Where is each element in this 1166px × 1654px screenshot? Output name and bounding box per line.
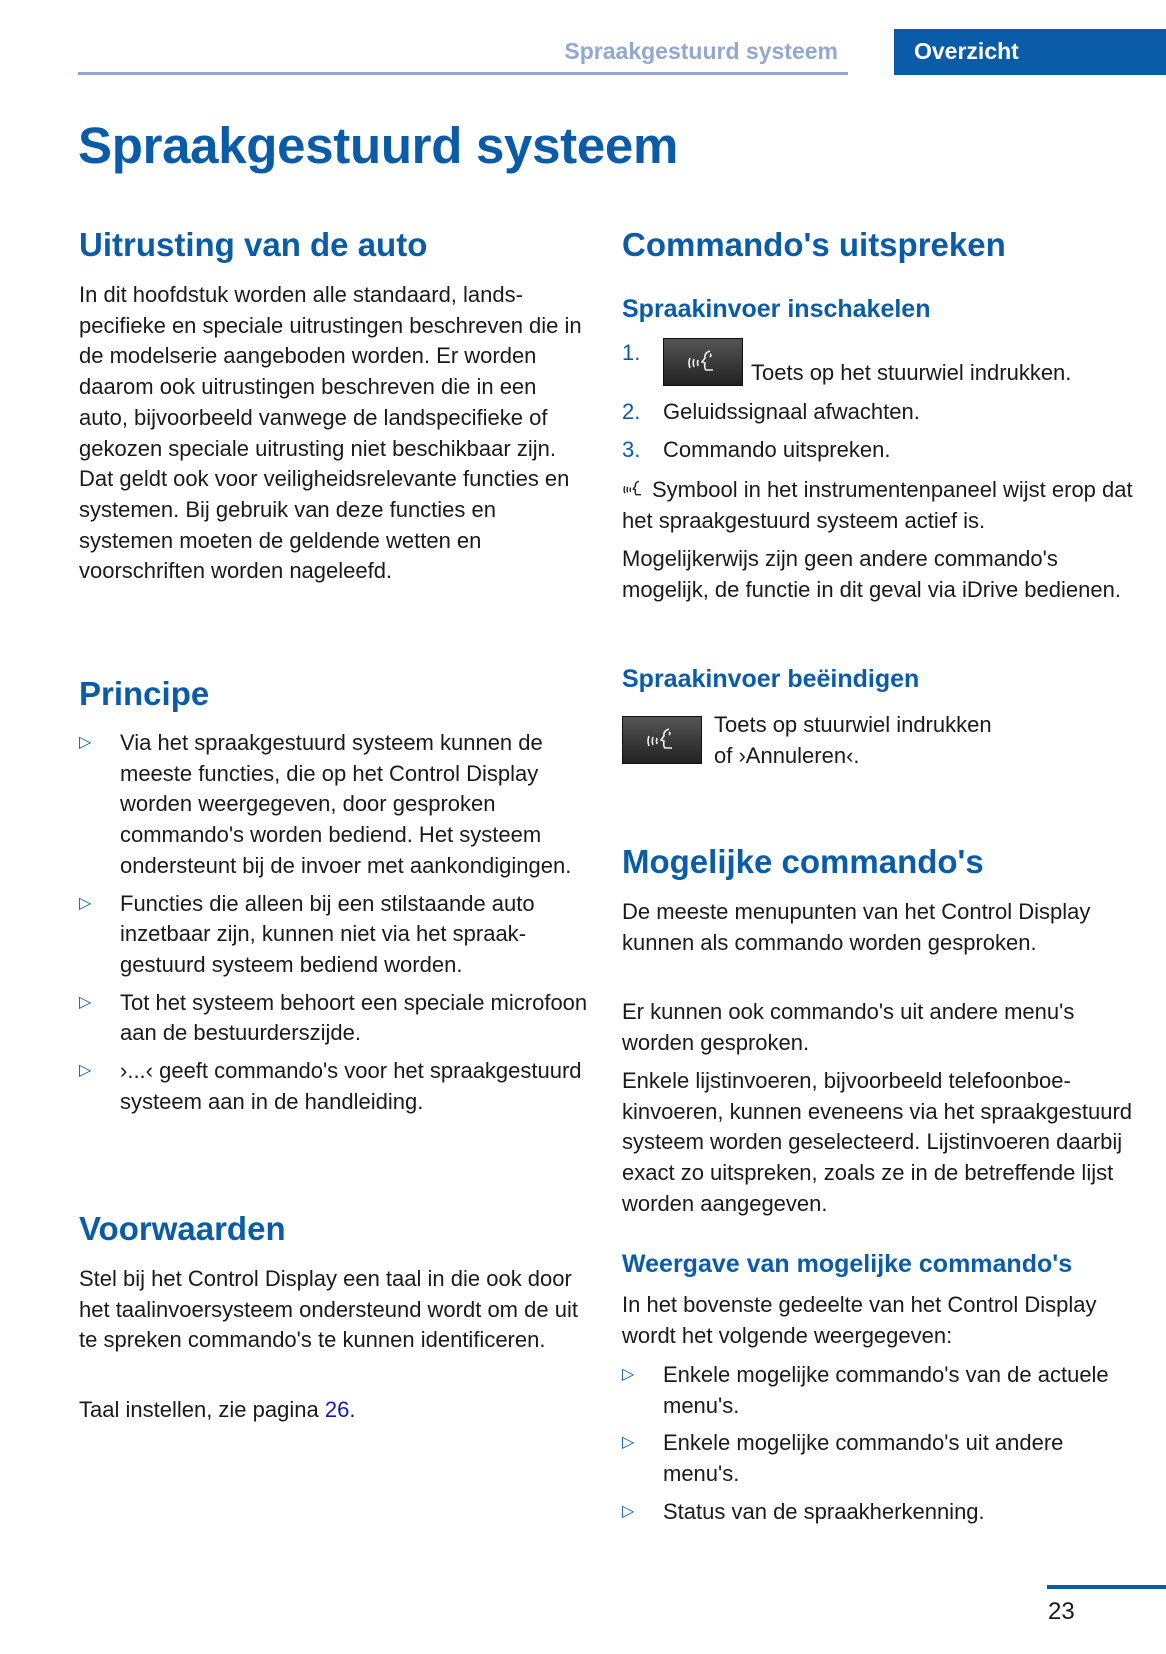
- triangle-bullet-icon: ▷: [79, 894, 92, 912]
- voice-symbol-icon: [622, 478, 646, 500]
- list-item: ▷ Tot het systeem behoort een speciale microfoon aan de bestuurderszijde.: [79, 989, 588, 1046]
- header-tab-overzicht: [894, 29, 1166, 75]
- heading-uitrusting: Uitrusting van de auto: [79, 226, 428, 263]
- voice-button-icon: [622, 716, 702, 764]
- list-item: ▷ Via het spraakgestuurd systeem kunnen de meeste functies, die op het Control Display worden weergegeven, door gesproken commando's worden bediend. Het systeem ondersteunt bij de invoer met aankondigingen.: [79, 730, 572, 878]
- step-item: 1. Toets op het stuurwiel indrukken.: [622, 340, 1072, 385]
- list-item: ▷ Status van de spraakherkenning.: [622, 1497, 1142, 1528]
- list-item: ▷ Enkele mogelijke commando's van de actuele menu's.: [622, 1362, 1109, 1418]
- step-item: 3. Commando uitspreken.: [622, 437, 891, 463]
- mogelijke-p2: Er kunnen ook commando's uit andere menu's worden gesproken.: [622, 999, 1075, 1055]
- list-item: ▷ ›...‹ geeft commando's voor het spraakgestuurd systeem aan in de handleiding.: [79, 1058, 582, 1114]
- triangle-bullet-icon: ▷: [622, 1366, 635, 1383]
- voice-button-icon: [663, 338, 743, 386]
- header-tab-label: Overzicht: [914, 38, 1019, 64]
- voorwaarden-text: Stel bij het Control Display een taal in die ook door het taalinvoersysteem ondersteund wordt om de uit te spreken commando's te kunnen identificeren.: [79, 1266, 578, 1353]
- mogelijke-p3: Enkele lijstinvoeren, bijvoorbeeld telefoonboekinvoeren, kunnen eveneens via het spraakgestuurd systeem worden geselecteerd. Lijstinvoeren daarbij exact zo uitspreken, zoals ze in de betreffende lijst worden aangegeven.: [622, 1068, 1133, 1216]
- page-number: 23: [1048, 1598, 1075, 1625]
- heading-mogelijke-commandos: Mogelijke commando's: [622, 843, 984, 880]
- steps-list: [622, 338, 1142, 474]
- step-item: 2. Geluidssignaal afwachten.: [622, 398, 920, 424]
- heading-weergave: Weergave van mogelijke commando's: [622, 1250, 1073, 1278]
- list-item: ▷ Functies die alleen bij een stilstaande auto inzetbaar zijn, kunnen niet via het spraakgestuurd systeem bediend worden.: [79, 890, 535, 977]
- header-section-title: Spraakgestuurd systeem: [564, 38, 838, 64]
- header-rule: [78, 72, 848, 75]
- page-title: Spraakgestuurd systeem: [78, 117, 678, 174]
- symbol-text: Symbool in het instrumentenpaneel wijst erop dat het spraakgestuurd systeem actief is.: [622, 477, 1133, 533]
- heading-spraakinvoer-inschakelen: Spraakinvoer inschakelen: [622, 295, 931, 323]
- triangle-bullet-icon: ▷: [622, 1434, 635, 1452]
- list-item: ▷ Enkele mogelijke commando's uit andere menu's.: [622, 1430, 1064, 1487]
- weergave-list: [622, 1360, 1142, 1535]
- principe-list: [79, 728, 589, 1124]
- heading-principe: Principe: [79, 675, 210, 712]
- weergave-text: In het bovenste gedeelte van het Control Display wordt het volgende weergegeven:: [622, 1292, 1097, 1348]
- triangle-bullet-icon: ▷: [79, 1062, 92, 1080]
- note-text: Mogelijkerwijs zijn geen andere commando's mogelijk, de functie in dit geval via iDrive bedienen.: [622, 546, 1121, 602]
- taal-instellen-text: Taal instellen, zie pagina 26.: [79, 1397, 356, 1422]
- triangle-bullet-icon: ▷: [79, 734, 92, 751]
- heading-commandos-uitspreken: Commando's uitspreken: [622, 226, 1006, 263]
- page-link-26[interactable]: 26: [324, 1397, 350, 1422]
- triangle-bullet-icon: ▷: [79, 993, 92, 1011]
- heading-spraakinvoer-beeindigen: Spraakinvoer beëindigen: [622, 665, 920, 693]
- heading-voorwaarden: Voorwaarden: [79, 1210, 286, 1247]
- uitrusting-text: In dit hoofdstuk worden alle standaard, landspecifieke en speciale uitrustingen beschreven die in de modelserie aangeboden worden. Er worden daarom ook uitrustingen beschreven die in een auto, bijvoorbeeld vanwege de landspecifieke of gekozen speciale uitrusting niet beschikbaar zijn. Dat geldt ook voor veiligheidsrelevante functies en systemen. Bij gebruik van deze functies en systemen moeten de geldende wetten en voorschriften worden nageleefd.: [79, 282, 582, 584]
- mogelijke-p1: De meeste menupunten van het Control Display kunnen als commando worden gesproken.: [622, 899, 1091, 955]
- footer-rule: [1047, 1585, 1166, 1589]
- beeindigen-text: Toets op stuurwiel indrukken of ›Annuleren‹.: [714, 712, 992, 768]
- triangle-bullet-icon: ▷: [622, 1502, 635, 1520]
